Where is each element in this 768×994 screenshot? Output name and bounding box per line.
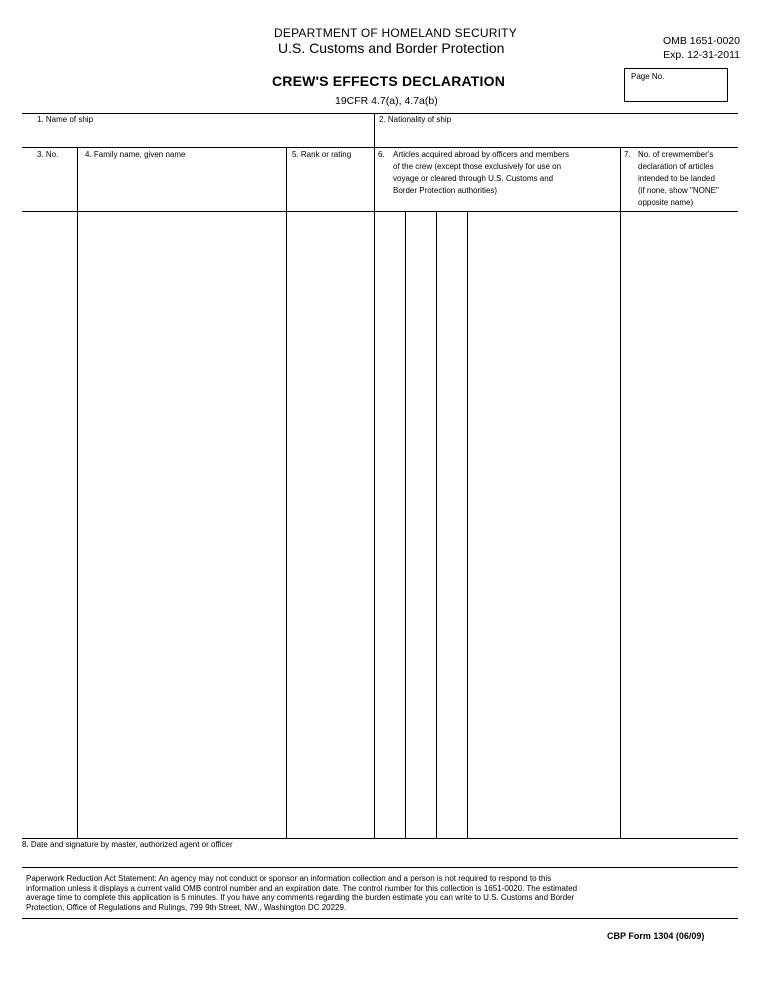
omb-number: OMB 1651-0020 (662, 35, 740, 47)
divider-ship-nationality (374, 113, 375, 148)
articles-header-number: 6. (378, 150, 385, 159)
form-title: CREW'S EFFECTS DECLARATION (272, 73, 506, 89)
crew-name-column[interactable] (78, 212, 285, 837)
crew-name-header: 4. Family name, given name (85, 150, 186, 159)
paperwork-notice-line: Protection, Office of Regulations and Rulings, 799 9th Street, NW., Washington DC 20229. (26, 902, 347, 912)
articles-header-line: of the crew (except those exclusively for use on (393, 162, 562, 171)
agency-name: U.S. Customs and Border Protection (278, 40, 505, 56)
declaration-count-header-line: intended to be landed (638, 174, 715, 183)
paperwork-notice-line: information unless it displays a current valid OMB control number and an expiration date. The control number for this collection is 1651-0020. The estimated (26, 883, 578, 893)
footer-bottom-border (22, 918, 738, 919)
crew-number-header: 3. No. (37, 150, 59, 159)
department-name: DEPARTMENT OF HOMELAND SECURITY (274, 26, 517, 40)
name-of-ship-field[interactable] (23, 114, 373, 146)
form-number: CBP Form 1304 (06/09) (607, 931, 705, 941)
declaration-count-header-line: declaration of articles (638, 162, 714, 171)
row-divider (22, 147, 738, 148)
articles-header (393, 149, 569, 197)
articles-header-line: voyage or cleared through U.S. Customs and (393, 174, 554, 183)
cfr-reference: 19CFR 4.7(a), 4.7a(b) (335, 95, 438, 107)
declaration-count-header-line: No. of crewmember's (638, 150, 714, 159)
crew-number-column[interactable] (23, 212, 76, 837)
paperwork-notice-line: average time to complete this application is 5 minutes. If you have any comments regarding the burden estimate you can write to U.S. Customs and Border (26, 893, 575, 903)
nationality-label: 2. Nationality of ship (379, 115, 452, 124)
signature-bottom-border (22, 867, 738, 868)
rank-column[interactable] (287, 212, 373, 837)
signature-label: 8. Date and signature by master, authorized agent or officer (22, 840, 233, 849)
signature-field[interactable] (22, 850, 738, 866)
articles-column[interactable] (375, 212, 619, 837)
paperwork-notice-line: Paperwork Reduction Act Statement: An agency may not conduct or sponsor an information collection and a person is not required to respond to this (26, 874, 552, 883)
declaration-count-header-line: (if none, show "NONE" (638, 186, 719, 195)
articles-header-line: Articles acquired abroad by officers and members (393, 150, 569, 159)
declaration-count-header-line: opposite name) (638, 198, 694, 207)
page-number-field[interactable] (624, 68, 728, 102)
declaration-count-header (638, 149, 719, 209)
name-of-ship-label: 1. Name of ship (37, 115, 94, 124)
declaration-count-column[interactable] (621, 212, 738, 837)
declaration-count-header-number: 7. (624, 150, 631, 159)
rank-header: 5. Rank or rating (292, 150, 352, 159)
nationality-field[interactable] (376, 114, 738, 146)
page-number-label: Page No. (631, 72, 665, 81)
omb-expiration: Exp. 12-31-2011 (663, 49, 740, 61)
articles-header-line: Border Protection authorities) (393, 186, 498, 195)
omb-info (656, 34, 740, 62)
paperwork-reduction-notice (26, 874, 726, 912)
